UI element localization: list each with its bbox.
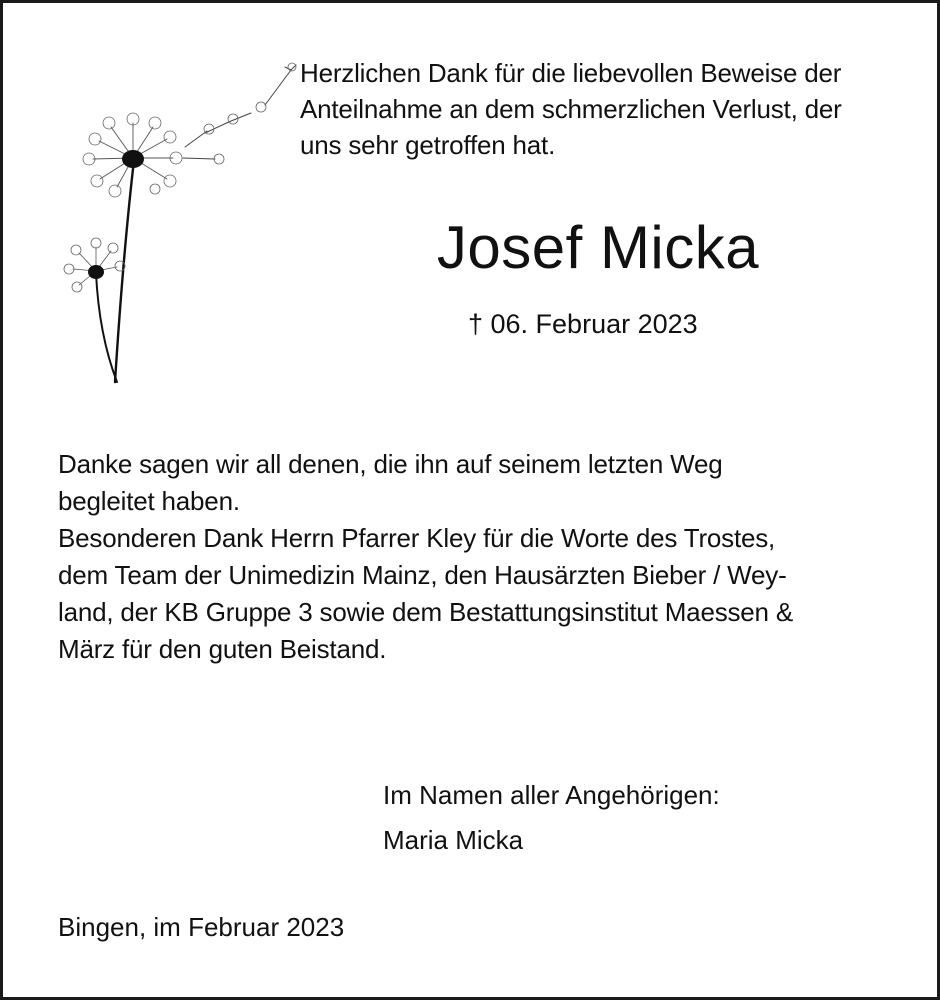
body-line: begleitet haben. [58, 486, 240, 516]
body-text [58, 446, 908, 668]
body-line: dem Team der Unimedizin Mainz, den Hausärzten Bieber / Wey- [58, 560, 787, 590]
body-line: März für den guten Beistand. [58, 634, 387, 664]
intro-line: Anteilnahme an dem schmerzlichen Verlust, der [300, 94, 842, 124]
intro-line: Herzlichen Dank für die liebevollen Beweise der [300, 58, 842, 88]
body-line: Danke sagen wir all denen, die ihn auf seinem letzten Weg [58, 449, 723, 479]
closing-line: Im Namen aller Angehörigen: [383, 780, 720, 810]
body-line: land, der KB Gruppe 3 sowie dem Bestattungsinstitut Maessen & [58, 597, 793, 627]
place-date: Bingen, im Februar 2023 [58, 912, 345, 942]
closing-block [383, 773, 720, 863]
death-date: † 06. Februar 2023 [468, 309, 698, 339]
deceased-name: Josef Micka [436, 214, 760, 281]
intro-line: uns sehr getroffen hat. [300, 130, 556, 160]
intro-text [300, 55, 910, 163]
body-line: Besonderen Dank Herrn Pfarrer Kley für die Worte des Trostes, [58, 523, 776, 553]
signature: Maria Micka [383, 825, 524, 855]
